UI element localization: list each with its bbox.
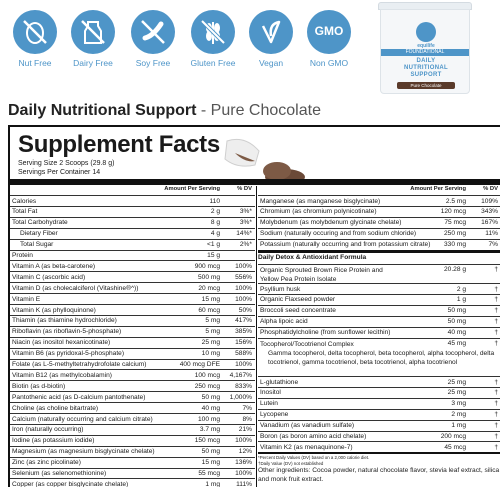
nutrient-amount: 40 mg	[201, 404, 220, 412]
soy-free-icon	[131, 10, 175, 54]
nutrient-name: Vitamin D (as cholecalciferol (Vitashine®^))	[12, 284, 139, 292]
nutrient-amount: 4 g	[210, 230, 220, 238]
nutrient-dv: †	[494, 389, 498, 397]
nutrient-name: Total Fat	[12, 208, 38, 216]
footnote-dv: *Percent Daily Values (DV) based on a 2,000 calorie diet.	[258, 455, 370, 461]
nutrient-dv: 100%	[235, 361, 252, 368]
nutrient-amount: 8 g	[210, 219, 220, 227]
fact-row	[10, 293, 255, 304]
nutrient-amount: 3.7 mg	[199, 426, 220, 434]
divider-thick	[258, 452, 500, 454]
fact-row	[258, 327, 500, 338]
nutrient-amount: 20 mcg	[198, 284, 220, 292]
nutrient-dv: 3%*	[239, 219, 252, 227]
fact-row	[258, 398, 500, 409]
fact-row	[10, 478, 255, 487]
nutrient-dv: 136%	[235, 459, 252, 467]
nutrient-name: Vitamin K2 (as menaquinone-7)	[260, 443, 353, 451]
fact-row	[10, 424, 255, 435]
nutrient-amount: 5 mg	[205, 328, 220, 336]
badge-label: Vegan	[258, 58, 284, 68]
nutrient-name: Total Sugar	[20, 241, 54, 249]
other-ingredients: Other ingredients: Cocoa powder, natural chocolate flavor, stevia leaf extract, silica and monk fruit extract.	[258, 467, 500, 483]
nutrient-dv: 8%	[242, 415, 252, 423]
nutrient-name: Vitamin B6 (as pyridoxal-5-phosphate)	[12, 350, 125, 358]
nutrient-name: Zinc (as zinc picolinate)	[12, 459, 81, 467]
nutrient-amount: 100 mcg	[194, 371, 220, 379]
nutrient-name: Alpha lipoic acid	[260, 318, 308, 326]
fact-row	[10, 260, 255, 271]
fact-row	[10, 348, 255, 359]
fact-row	[10, 282, 255, 293]
nutrient-dv: 100%	[235, 437, 252, 445]
nutrient-amount: <1 g	[206, 241, 220, 249]
nutrient-name: Phosphatidylcholine (from sunflower lecithin)	[260, 329, 391, 337]
nutrient-dv: †	[494, 443, 498, 451]
gmo-icon-text: GMO	[314, 24, 344, 38]
badge-gluten-free	[188, 10, 238, 85]
hdr-amount: Amount Per Serving	[410, 186, 466, 192]
nutrient-dv: 833%	[235, 382, 252, 390]
fact-row	[258, 206, 500, 217]
nutrient-name: Chromium (as chromium polynicotinate)	[260, 208, 377, 216]
nutrient-name: Protein	[12, 252, 33, 259]
divider-thick	[10, 179, 500, 185]
nutrient-dv: †	[494, 307, 498, 315]
fact-row	[258, 409, 500, 420]
non-gmo-icon	[307, 10, 351, 54]
badge-soy-free	[128, 10, 178, 85]
nutrient-amount: 55 mcg	[198, 470, 220, 477]
nutrient-dv: 12%	[238, 448, 252, 456]
fact-row	[258, 387, 500, 398]
nutrient-dv: 21%	[238, 426, 252, 434]
fact-row	[10, 195, 255, 206]
nutrient-amount: 25 mg	[447, 378, 466, 386]
fact-row	[10, 326, 255, 337]
nutrient-amount: 2.5 mg	[445, 197, 466, 205]
nutrient-name: Vanadium (as vanadium sulfate)	[260, 422, 355, 430]
nutrient-amount: 45 mg	[447, 340, 466, 347]
supplement-facts-panel	[8, 125, 500, 487]
nutrient-dv: †	[494, 400, 498, 408]
dairy-free-icon	[71, 10, 115, 54]
nutrient-amount: 20.28 g	[444, 266, 466, 273]
nutrient-name: Lycopene	[260, 411, 289, 419]
nutrient-amount: 45 mcg	[444, 443, 466, 451]
nutrient-dv: 7%	[242, 404, 252, 412]
nutrient-name: Niacin (as inositol hexanicotinate)	[12, 339, 111, 347]
nutrient-name: Vitamin A (as beta-carotene)	[12, 262, 96, 270]
fact-row	[10, 391, 255, 402]
nutrient-amount: 100 mg	[198, 415, 220, 423]
footnote-not-established: †Daily Value (DV) not established	[258, 460, 324, 466]
fact-row	[10, 435, 255, 446]
nutrient-amount: 25 mg	[201, 339, 220, 347]
nutrient-dv: 343%	[481, 208, 498, 216]
title-bold: Daily Nutritional Support	[8, 102, 197, 119]
nutrient-name: Inositol	[260, 389, 281, 397]
nutrient-amount: 3 mg	[451, 400, 466, 408]
tub-name-1: DAILY	[416, 58, 436, 64]
tub-flavor: Pure Chocolate	[397, 82, 455, 89]
title-flavor: - Pure Chocolate	[196, 102, 321, 119]
nut-free-icon	[13, 10, 57, 54]
badge-vegan	[246, 10, 296, 85]
nutrient-name: Vitamin E	[12, 295, 41, 303]
nutrient-amount: 2 mg	[451, 411, 466, 419]
nutrient-name: Magnesium (as magnesium bisglycinate chelate)	[12, 448, 155, 456]
nutrient-dv: 100%	[235, 295, 252, 303]
nutrient-dv: 156%	[235, 339, 252, 347]
nutrient-name: Selenium (as selenomethionine)	[12, 470, 107, 477]
nutrient-amount: 40 mg	[447, 329, 466, 337]
nutrient-amount: 250 mcg	[194, 382, 220, 390]
nutrient-dv: 100%	[235, 470, 252, 477]
right-column	[258, 186, 500, 486]
fact-row	[258, 195, 500, 206]
fact-row	[10, 206, 255, 217]
nutrient-amount: 15 mg	[201, 295, 220, 303]
nutrient-amount: 110	[209, 197, 220, 205]
hdr-dv: % DV	[483, 186, 498, 192]
fact-row	[10, 250, 255, 261]
fact-row	[258, 338, 500, 376]
fact-row	[10, 446, 255, 457]
nutrient-amount: 2 g	[456, 285, 466, 293]
badge-label: Soy Free	[135, 58, 171, 68]
nutrient-dv: 14%*	[236, 230, 252, 238]
nutrient-amount: 50 mg	[201, 448, 220, 456]
nutrient-name: Riboflavin (as riboflavin-5-phosphate)	[12, 328, 122, 336]
nutrient-name: Biotin (as d-biotin)	[12, 382, 66, 390]
nutrient-dv: †	[494, 433, 498, 440]
nutrient-name: Calories	[12, 197, 37, 205]
tub-brand: equilife	[417, 43, 435, 49]
nutrient-name: Molybdenum (as molybdenum glycinate chelate)	[260, 219, 402, 227]
nutrient-dv: †	[494, 340, 498, 347]
fact-row	[258, 239, 500, 250]
nutrient-name: Lutein	[260, 400, 278, 408]
divider-thick	[258, 250, 500, 253]
brand-logo-icon	[416, 22, 436, 42]
product-image	[378, 2, 472, 94]
serving-size: Serving Size 2 Scoops (29.8 g)	[18, 160, 115, 167]
nutrient-dv: 417%	[235, 317, 252, 325]
nutrient-name: Choline (as choline bitartrate)	[12, 404, 99, 412]
hdr-dv: % DV	[237, 186, 252, 192]
nutrient-amount: 75 mcg	[444, 219, 466, 227]
nutrient-amount: 50 mg	[447, 318, 466, 326]
nutrient-dv: 556%	[235, 273, 252, 281]
nutrient-dv: 11%	[485, 230, 498, 238]
fact-row	[258, 283, 500, 294]
nutrient-name: Organic Sprouted Brown Rice Protein and Yellow Pea Protein Isolate	[260, 267, 383, 284]
nutrient-name: Psyllium husk	[260, 285, 301, 293]
badge-nut-free	[10, 10, 60, 85]
nutrient-dv: 111%	[236, 480, 252, 487]
nutrient-amount: 2 g	[210, 208, 220, 216]
nutrient-dv: 2%*	[239, 241, 252, 249]
nutrient-name: Total Carbohydrate	[12, 219, 68, 227]
fact-row	[10, 380, 255, 391]
nutrient-dv: 50%	[238, 306, 252, 314]
fact-row	[10, 271, 255, 282]
nutrient-dv: 109%	[481, 197, 498, 205]
left-column	[10, 186, 255, 486]
fact-row	[10, 369, 255, 380]
servings-per-container: Servings Per Container 14	[18, 169, 101, 176]
nutrient-name: Organic Flaxseed powder	[260, 296, 336, 304]
nutrient-amount: 60 mcg	[198, 306, 220, 314]
fact-row	[10, 239, 255, 250]
nutrient-name: Broccoli seed concentrate	[260, 307, 336, 315]
nutrient-dv: †	[494, 329, 498, 337]
fact-row	[258, 264, 500, 283]
nutrient-amount: 50 mg	[201, 393, 220, 401]
nutrient-name: Calcium (naturally occurring and calcium citrate)	[12, 415, 153, 423]
nutrient-name: Manganese (as manganese bisglycinate)	[260, 197, 381, 205]
nutrient-name: L-glutathione	[260, 378, 299, 386]
nutrient-dv: 385%	[235, 328, 252, 336]
detox-title: Daily Detox & Antioxidant Formula	[258, 253, 367, 261]
nutrient-amount: 15 mg	[201, 459, 220, 467]
fact-row	[10, 468, 255, 479]
fact-row	[10, 337, 255, 348]
nutrient-name: Iron (naturally occurring)	[12, 426, 84, 434]
nutrient-dv: †	[494, 318, 498, 326]
nutrient-amount: 330 mg	[444, 241, 466, 249]
nutrient-dv: 100%	[235, 262, 252, 270]
nutrient-amount: 400 mcg DFE	[179, 361, 220, 368]
fact-row	[10, 402, 255, 413]
nutrient-amount: 120 mcg	[440, 208, 466, 216]
nutrient-name: Copper (as copper bisglycinate chelate)	[12, 480, 129, 487]
nutrient-dv: 1,000%	[229, 393, 252, 401]
fact-row	[258, 217, 500, 228]
nutrient-dv: †	[494, 411, 498, 419]
nutrient-dv: 3%*	[239, 208, 252, 216]
tub-name-2: NUTRITIONAL	[404, 65, 448, 71]
nutrient-name: Thiamin (as thiamine hydrochloride)	[12, 317, 117, 325]
tub-name-3: SUPPORT	[410, 72, 442, 78]
tub-name	[381, 58, 471, 79]
vegan-icon	[249, 10, 293, 54]
badge-label: Non GMO	[309, 58, 349, 68]
nutrient-amount: 900 mcg	[194, 262, 220, 270]
fact-row	[10, 413, 255, 424]
fact-row	[10, 228, 255, 239]
tub-body	[380, 9, 470, 94]
facts-title: Supplement Facts	[18, 131, 220, 158]
nutrient-dv: †	[494, 296, 498, 304]
nutrient-detail: Gamma tocopherol, delta tocopherol, beta tocopherol, alpha tocopherol, delta tocotrienol, gamma tocotrienol, beta tocotrienol, alpha tocotrienol	[268, 350, 495, 367]
nutrient-dv: †	[494, 266, 498, 273]
fact-row	[10, 304, 255, 315]
badge-dairy-free	[68, 10, 118, 85]
nutrient-dv: 4,167%	[229, 371, 252, 379]
nutrient-name: Vitamin K (as phylloquinone)	[12, 306, 96, 314]
fact-row	[10, 359, 255, 370]
left-header	[10, 186, 255, 195]
nutrient-name: Tocopherol/Tocotrienol Complex	[260, 341, 354, 348]
nutrient-name: Dietary Fiber	[20, 230, 58, 238]
tub-line: FOUNDATIONAL	[381, 49, 469, 56]
nutrient-name: Sodium (naturally occuring and from sodium chloride)	[260, 230, 417, 238]
nutrient-amount: 250 mg	[444, 230, 466, 238]
nutrient-dv: †	[494, 422, 498, 430]
nutrient-dv: 588%	[235, 350, 252, 358]
nutrient-amount: 25 mg	[447, 389, 466, 397]
fact-row	[258, 305, 500, 316]
fact-row	[10, 217, 255, 228]
nutrient-dv: 167%	[481, 219, 498, 227]
nutrient-dv: †	[494, 378, 498, 386]
nutrient-amount: 1 g	[456, 296, 466, 304]
page-title	[8, 102, 321, 120]
fact-row	[10, 457, 255, 468]
nutrient-name: Vitamin B12 (as methylcobalamin)	[12, 371, 112, 379]
nutrient-amount: 5 mg	[205, 317, 220, 325]
fact-row	[258, 376, 500, 387]
fact-row	[258, 294, 500, 305]
badge-non-gmo	[304, 10, 354, 85]
nutrient-name: Folate (as L-5-methyltetrahydrofolate calcium)	[12, 361, 147, 368]
nutrient-name: Iodine (as potassium iodide)	[12, 437, 95, 445]
nutrient-amount: 200 mcg	[440, 433, 466, 440]
nutrient-amount: 1 mg	[205, 480, 220, 487]
fact-row	[258, 431, 500, 442]
nutrient-amount: 1 mg	[451, 422, 466, 430]
nutrient-dv: 100%	[235, 284, 252, 292]
badge-label: Nut Free	[18, 58, 52, 68]
fact-row	[258, 228, 500, 239]
nutrient-amount: 15 g	[207, 252, 220, 259]
nutrient-name: Boron (as boron amino acid chelate)	[260, 433, 367, 440]
nutrient-amount: 150 mcg	[194, 437, 220, 445]
nutrient-name: Potassium (naturally occurring and from potassium citrate)	[260, 241, 431, 249]
nutrient-dv: †	[494, 285, 498, 293]
nutrient-name: Vitamin C (ascorbic acid)	[12, 273, 86, 281]
nutrient-name: Pantothenic acid (as D-calcium pantothenate)	[12, 393, 146, 401]
fact-row	[258, 441, 500, 452]
fact-row	[258, 316, 500, 327]
hdr-amount: Amount Per Serving	[164, 186, 220, 192]
badge-label: Gluten Free	[190, 58, 236, 68]
nutrient-dv: 7%	[488, 241, 498, 249]
gluten-free-icon	[191, 10, 235, 54]
fact-row	[10, 315, 255, 326]
nutrient-amount: 50 mg	[447, 307, 466, 315]
fact-row	[258, 420, 500, 431]
badge-label: Dairy Free	[73, 58, 113, 68]
right-header	[258, 186, 500, 195]
nutrient-amount: 10 mg	[201, 350, 220, 358]
nutrient-amount: 500 mg	[198, 273, 220, 281]
badge-row	[0, 0, 360, 90]
column-divider	[256, 186, 257, 487]
